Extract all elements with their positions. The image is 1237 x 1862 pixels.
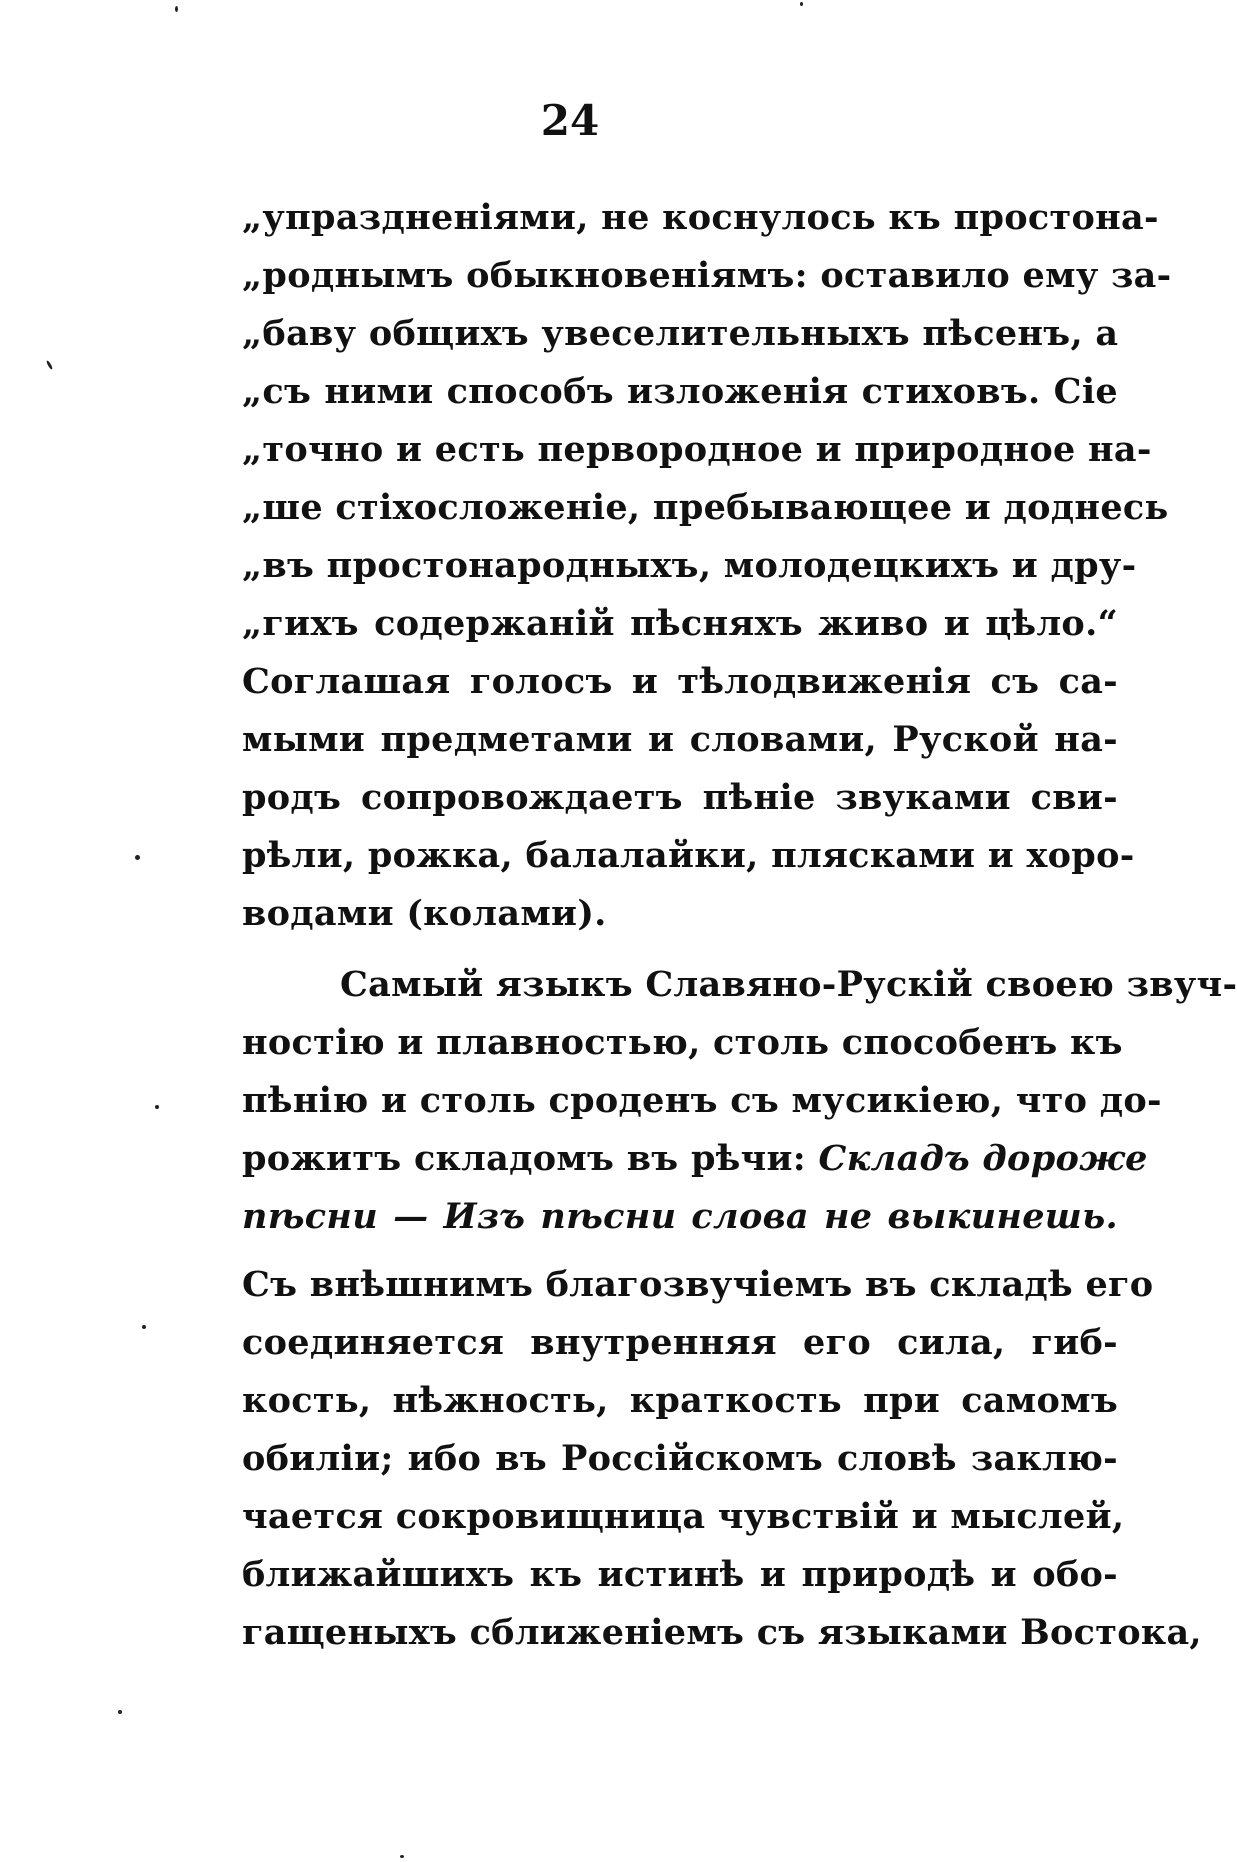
line-text: ностію и плавностью, столь способенъ къ [242,1022,1123,1063]
paragraph-first-line [242,955,1237,1015]
line-text: соединяется внутренняя его сила, гиб- [242,1322,1118,1363]
line-text: чается сокровищница чувствій и мыслей, [242,1496,1125,1537]
scan-speck [800,2,803,6]
line-text: „баву общихъ увеселительныхъ пѣсенъ, а [242,313,1119,354]
line-text: „съ ними способъ изложенія стиховъ. Сіе [242,371,1118,412]
text-line [242,1429,1118,1489]
text-line [242,478,1169,538]
page-number: 24 [540,96,600,145]
text-line [242,1013,1123,1073]
text-line [242,710,1118,770]
line-text: ближайшихъ къ истинѣ и природѣ и обо- [242,1554,1118,1595]
text-line [242,1371,1118,1431]
text-line [242,304,1118,364]
scan-speck [118,1710,122,1714]
scan-speck [135,855,140,860]
line-text: рожитъ складомъ въ рѣчи: [242,1138,819,1179]
text-line [242,536,1137,596]
text-line [242,1313,1118,1373]
line-text: мыми предметами и словами, Руской на- [242,719,1118,760]
line-text: рѣли, рожка, балалайки, плясками и хоро- [242,835,1135,876]
text-line [242,188,1159,248]
text-line [242,1487,1125,1547]
text-line [242,1545,1118,1605]
text-line [242,1071,1162,1131]
line-text: „роднымъ обыкновеніямъ: оставило ему за- [242,255,1172,296]
text-line [242,246,1172,306]
text-line [242,420,1152,480]
scan-speck [400,1855,404,1858]
line-text: „точно и есть первородное и природное на- [242,429,1152,470]
scan-speck [142,1325,146,1329]
line-text: Соглашая голосъ и тѣлодвиженія съ са- [242,661,1118,702]
text-line [242,362,1118,422]
proverb-line [242,1187,1118,1247]
line-text: пѣнію и столь сроденъ съ мусикіею, что до- [242,1080,1162,1121]
scan-speck [46,360,54,370]
text-line [242,652,1118,712]
proverb-text: пѣсни — Изъ пѣсни слова не выкинешь. [242,1196,1118,1237]
text-line [242,826,1135,886]
text-line [242,768,1118,828]
line-text: „въ простонародныхъ, молодецкихъ и дру- [242,545,1137,586]
line-text: Самый языкъ Славяно-Рускій своею звуч- [340,964,1237,1005]
text-line [242,1129,1148,1189]
text-line [242,884,1118,944]
text-line [242,594,1118,654]
line-text: родъ сопровождаетъ пѣніе звуками сви- [242,777,1118,818]
text-line [242,1255,1154,1315]
line-text: водами (колами). [242,893,607,934]
text-line [242,1603,1202,1663]
proverb-text: Складъ дороже [818,1138,1148,1179]
scan-speck [155,1105,159,1109]
line-text: Съ внѣшнимъ благозвучіемъ въ складѣ его [242,1264,1154,1305]
line-text: гащеныхъ сближеніемъ съ языками Востока, [242,1612,1202,1653]
line-text: „упраздненіями, не коснулось къ простона- [242,197,1159,238]
line-text: „гихъ содержаній пѣсняхъ живо и цѣло.“ [242,603,1118,644]
line-text: кость, нѣжность, краткость при самомъ [242,1380,1118,1421]
line-text: „ше стіхосложеніе, пребывающее и доднесь [242,487,1169,528]
scan-speck [175,6,178,12]
line-text: обиліи; ибо въ Россійскомъ словѣ заклю- [242,1438,1118,1479]
